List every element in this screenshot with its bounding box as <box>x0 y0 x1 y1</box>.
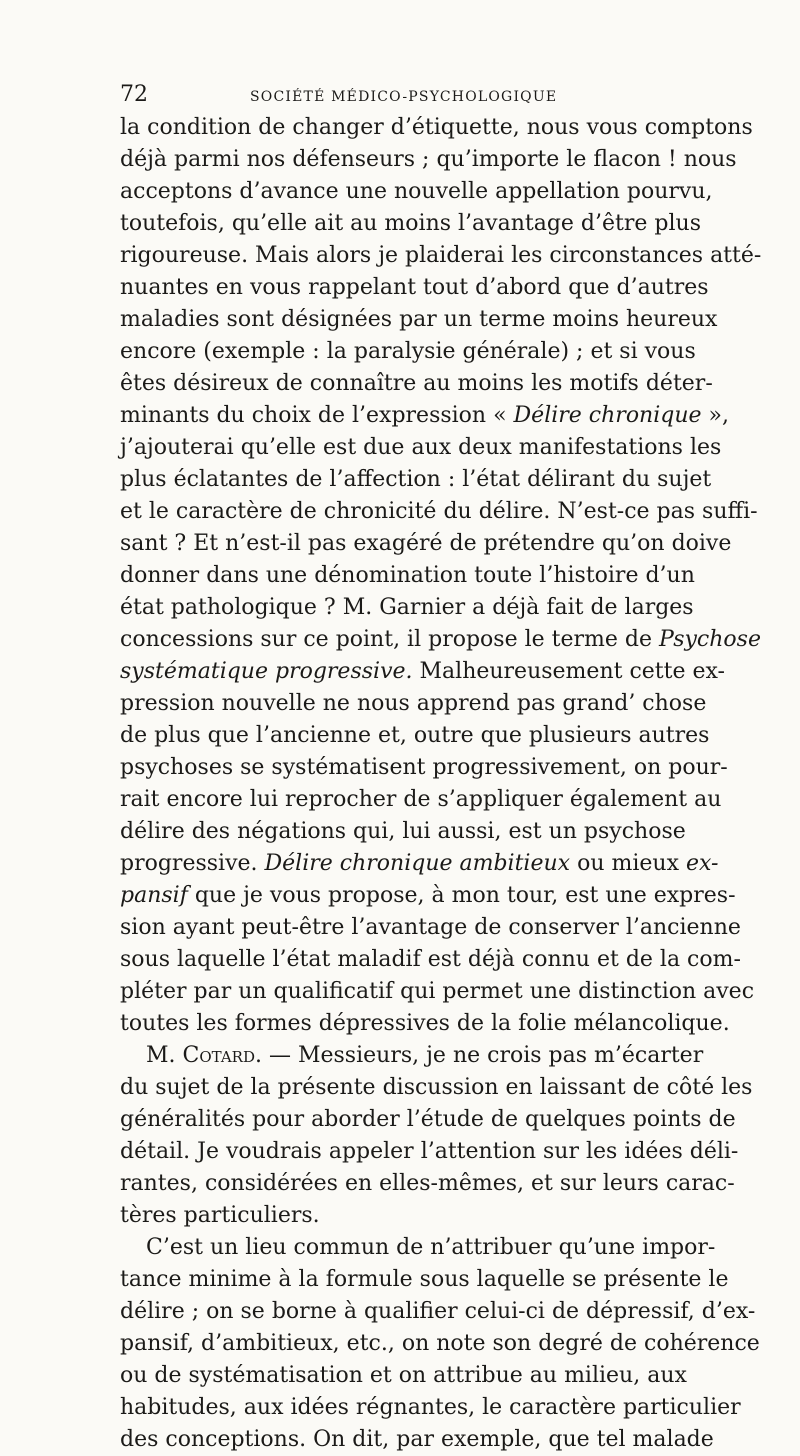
body-text <box>120 112 762 1456</box>
text-line <box>120 1168 735 1200</box>
text-segment: nuantes en vous rappelant tout d’abord que d’autres <box>120 275 709 300</box>
text-segment: et le caractère de chronicité du délire. N’est-ce pas suffi- <box>120 499 758 524</box>
text-line <box>120 1424 714 1456</box>
text-line <box>120 848 719 880</box>
text-segment: maladies sont désignées par un terme moins heureux <box>120 307 718 332</box>
text-line <box>120 720 710 752</box>
text-line <box>120 816 686 848</box>
text-line <box>120 400 729 432</box>
text-segment: Malheureusement cette ex- <box>412 659 725 684</box>
text-line <box>120 1264 729 1296</box>
text-segment: détail. Je voudrais appeler l’attention sur les idées déli- <box>120 1139 739 1164</box>
text-segment: progressive. <box>120 851 265 876</box>
text-segment: toutefois, qu’elle ait au moins l’avantage d’être plus <box>120 211 701 236</box>
speaker-name: Cotard <box>182 1043 255 1068</box>
running-head: SOCIÉTÉ MÉDICO-PSYCHOLOGIQUE <box>250 89 558 105</box>
text-line <box>120 976 755 1008</box>
text-segment: du sujet de la présente discussion en laissant de côté les <box>120 1075 753 1100</box>
text-segment: sant ? Et n’est-il pas exagéré de prétendre qu’on doive <box>120 531 732 556</box>
text-segment: rantes, considérées en elles-mêmes, et sur leurs carac- <box>120 1171 735 1196</box>
text-line <box>120 112 753 144</box>
italic-text: Délire chronique <box>513 403 702 428</box>
text-segment: j’ajouterai qu’elle est due aux deux manifestations les <box>120 435 722 460</box>
text-segment: ou de systématisation et on attribue au milieu, aux <box>120 1363 687 1388</box>
text-segment: la condition de changer d’étiquette, nous vous comptons <box>120 115 753 140</box>
text-line <box>120 144 737 176</box>
text-line <box>120 1360 687 1392</box>
text-line <box>120 464 712 496</box>
text-line <box>120 1296 756 1328</box>
text-line <box>120 1392 741 1424</box>
text-segment: êtes désireux de connaître au moins les motifs déter- <box>120 371 713 396</box>
text-segment: de plus que l’ancienne et, outre que plusieurs autres <box>120 723 710 748</box>
text-segment: », <box>701 403 729 428</box>
text-line <box>120 1232 716 1264</box>
text-segment: psychoses se systématisent progressivement, on pour- <box>120 755 728 780</box>
text-segment: C’est un lieu commun de n’attribuer qu’une impor- <box>146 1235 716 1260</box>
text-line <box>120 176 713 208</box>
text-segment: pansif, d’ambitieux, etc., on note son degré de cohérence <box>120 1331 760 1356</box>
text-segment: habitudes, aux idées régnantes, le caractère particulier <box>120 1395 741 1420</box>
text-line <box>120 560 695 592</box>
italic-text: Psychose <box>659 627 761 652</box>
text-segment: . — Messieurs, je ne crois pas m’écarter <box>254 1043 704 1068</box>
text-line <box>120 688 707 720</box>
text-line <box>120 1008 730 1040</box>
text-line <box>120 656 725 688</box>
text-line <box>120 272 709 304</box>
text-segment: plus éclatantes de l’affection : l’état délirant du sujet <box>120 467 712 492</box>
text-segment: état pathologique ? M. Garnier a déjà fait de larges <box>120 595 694 620</box>
text-line <box>120 336 696 368</box>
text-segment: M. <box>146 1043 183 1068</box>
text-segment: délire ; on se borne à qualifier celui-ci de dépressif, d’ex- <box>120 1299 756 1324</box>
text-line <box>120 528 732 560</box>
text-segment: encore (exemple : la paralysie générale) ; et si vous <box>120 339 696 364</box>
text-segment: sous laquelle l’état maladif est déjà connu et de la com- <box>120 947 741 972</box>
text-line <box>120 496 758 528</box>
text-segment: sion ayant peut-être l’avantage de conserver l’ancienne <box>120 915 741 940</box>
page-number: 72 <box>120 82 148 107</box>
text-segment: donner dans une dénomination toute l’histoire d’un <box>120 563 695 588</box>
italic-text: ex- <box>685 851 719 876</box>
text-line <box>120 368 713 400</box>
text-line <box>120 880 736 912</box>
text-line <box>120 752 728 784</box>
text-segment: des conceptions. On dit, par exemple, que tel malade <box>120 1427 714 1452</box>
page-header <box>120 82 682 112</box>
text-line <box>120 1104 736 1136</box>
text-line <box>120 1328 760 1360</box>
text-segment: concessions sur ce point, il propose le terme de <box>120 627 659 652</box>
text-line <box>120 240 762 272</box>
text-line <box>120 784 722 816</box>
text-segment: minants du choix de l’expression « <box>120 403 514 428</box>
text-line <box>120 1200 682 1232</box>
text-segment: acceptons d’avance une nouvelle appellation pourvu, <box>120 179 713 204</box>
text-line <box>120 1040 704 1072</box>
text-segment: ou mieux <box>570 851 686 876</box>
text-line <box>120 208 701 240</box>
text-segment: tance minime à la formule sous laquelle se présente le <box>120 1267 729 1292</box>
text-segment: généralités pour aborder l’étude de quelques points de <box>120 1107 736 1132</box>
text-line <box>120 624 761 656</box>
text-line <box>120 304 718 336</box>
text-line <box>120 944 741 976</box>
text-line <box>120 432 722 464</box>
text-line <box>120 912 741 944</box>
text-segment: rigoureuse. Mais alors je plaiderai les circonstances atté- <box>120 243 762 268</box>
italic-text: Délire chronique ambitieux <box>264 851 571 876</box>
text-line <box>120 1136 739 1168</box>
text-line <box>120 592 694 624</box>
text-segment: déjà parmi nos défenseurs ; qu’importe le flacon ! nous <box>120 147 737 172</box>
text-segment: toutes les formes dépressives de la folie mélancolique. <box>120 1011 730 1036</box>
text-segment: tères particuliers. <box>120 1203 320 1228</box>
text-segment: que je vous propose, à mon tour, est une expres- <box>187 883 736 908</box>
italic-text: pansif <box>120 883 188 908</box>
text-line <box>120 1072 753 1104</box>
text-segment: pression nouvelle ne nous apprend pas grand’ chose <box>120 691 707 716</box>
text-segment: pléter par un qualificatif qui permet une distinction avec <box>120 979 755 1004</box>
text-segment: rait encore lui reprocher de s’appliquer également au <box>120 787 722 812</box>
text-segment: délire des négations qui, lui aussi, est un psychose <box>120 819 686 844</box>
italic-text: systématique progressive. <box>120 659 413 684</box>
